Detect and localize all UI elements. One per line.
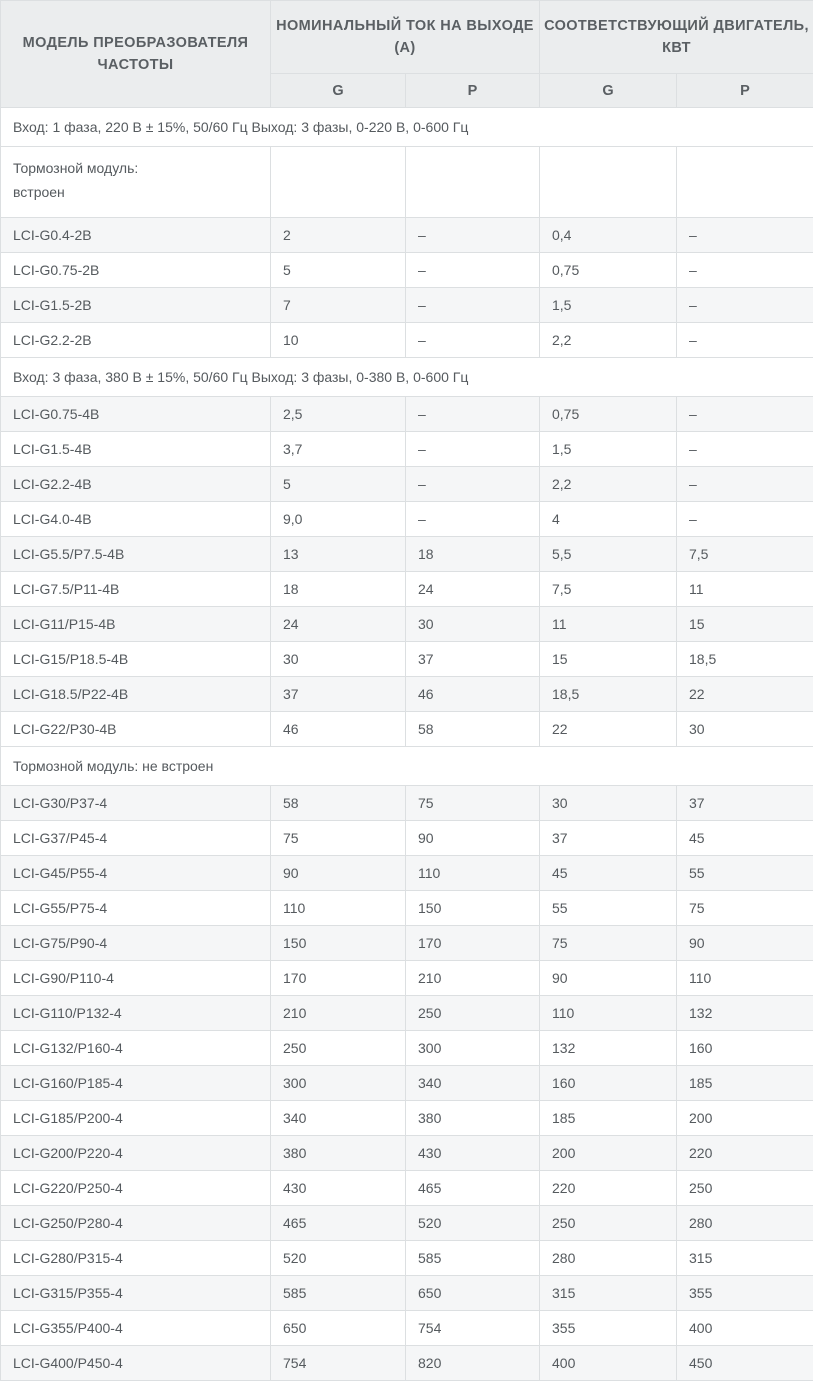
- table-row: [1, 891, 813, 926]
- cell-model: LCI-G1.5-2B: [1, 288, 271, 323]
- table-body: [1, 108, 813, 1381]
- cell-current-g: 58: [271, 786, 406, 821]
- table-row: [1, 1031, 813, 1066]
- cell-motor-g: 11: [540, 607, 677, 642]
- cell-motor-g: 0,75: [540, 253, 677, 288]
- cell-motor-g: 132: [540, 1031, 677, 1066]
- cell-current-p: 340: [406, 1066, 540, 1101]
- cell-model: LCI-G55/P75-4: [1, 891, 271, 926]
- cell-motor-p: 15: [677, 607, 813, 642]
- table-row: [1, 502, 813, 537]
- cell-current-g: 90: [271, 856, 406, 891]
- cell-current-g: 7: [271, 288, 406, 323]
- cell-motor-g: 37: [540, 821, 677, 856]
- table-row: [1, 1346, 813, 1381]
- cell-current-p: 465: [406, 1171, 540, 1206]
- table-row: [1, 1241, 813, 1276]
- cell-model: LCI-G185/P200-4: [1, 1101, 271, 1136]
- table-row: [1, 1276, 813, 1311]
- cell-motor-g: 2,2: [540, 467, 677, 502]
- cell-motor-g: 22: [540, 712, 677, 747]
- cell-current-g: 2: [271, 218, 406, 253]
- cell-model: LCI-G160/P185-4: [1, 1066, 271, 1101]
- cell-current-g: 430: [271, 1171, 406, 1206]
- table-row: [1, 961, 813, 996]
- cell-motor-p: 160: [677, 1031, 813, 1066]
- cell-model: LCI-G280/P315-4: [1, 1241, 271, 1276]
- cell-motor-p: –: [677, 502, 813, 537]
- cell-current-p: –: [406, 288, 540, 323]
- cell-current-g: 520: [271, 1241, 406, 1276]
- cell-model: LCI-G355/P400-4: [1, 1311, 271, 1346]
- section-title: Вход: 1 фаза, 220 В ± 15%, 50/60 Гц Выход: 3 фазы, 0-220 В, 0-600 Гц: [1, 108, 813, 147]
- cell-current-g: 37: [271, 677, 406, 712]
- cell-motor-g: 185: [540, 1101, 677, 1136]
- cell-motor-g: 1,5: [540, 288, 677, 323]
- cell-motor-g: 0,4: [540, 218, 677, 253]
- table-row: [1, 642, 813, 677]
- cell-model: LCI-G75/P90-4: [1, 926, 271, 961]
- table-row: [1, 1171, 813, 1206]
- cell-model: LCI-G220/P250-4: [1, 1171, 271, 1206]
- cell-model: LCI-G15/P18.5-4B: [1, 642, 271, 677]
- cell-motor-p: 250: [677, 1171, 813, 1206]
- table-row: [1, 397, 813, 432]
- table-row: [1, 1206, 813, 1241]
- cell-current-g: 24: [271, 607, 406, 642]
- cell-current-g: 5: [271, 467, 406, 502]
- empty-cell: [677, 147, 813, 218]
- table-row: [1, 1066, 813, 1101]
- cell-current-p: 430: [406, 1136, 540, 1171]
- cell-motor-g: 45: [540, 856, 677, 891]
- cell-current-p: 90: [406, 821, 540, 856]
- table-row: [1, 856, 813, 891]
- table-row: [1, 926, 813, 961]
- section-title-row: [1, 108, 813, 147]
- header-motor-p: P: [677, 74, 813, 108]
- cell-model: LCI-G2.2-4B: [1, 467, 271, 502]
- cell-current-p: 170: [406, 926, 540, 961]
- cell-current-g: 75: [271, 821, 406, 856]
- table-row: [1, 821, 813, 856]
- cell-current-p: 250: [406, 996, 540, 1031]
- cell-current-g: 465: [271, 1206, 406, 1241]
- cell-motor-g: 1,5: [540, 432, 677, 467]
- cell-motor-p: 22: [677, 677, 813, 712]
- header-output-current: НОМИНАЛЬНЫЙ ТОК НА ВЫХОДЕ (А): [271, 1, 540, 74]
- cell-current-g: 30: [271, 642, 406, 677]
- cell-motor-p: 200: [677, 1101, 813, 1136]
- cell-motor-g: 400: [540, 1346, 677, 1381]
- cell-current-p: 30: [406, 607, 540, 642]
- header-current-p: P: [406, 74, 540, 108]
- cell-motor-p: –: [677, 467, 813, 502]
- cell-motor-g: 4: [540, 502, 677, 537]
- brake-module-row: [1, 147, 813, 218]
- table-row: [1, 1101, 813, 1136]
- cell-motor-g: 55: [540, 891, 677, 926]
- table-row: [1, 1311, 813, 1346]
- cell-motor-p: 280: [677, 1206, 813, 1241]
- cell-motor-p: –: [677, 323, 813, 358]
- cell-motor-g: 280: [540, 1241, 677, 1276]
- cell-motor-g: 110: [540, 996, 677, 1031]
- cell-current-g: 300: [271, 1066, 406, 1101]
- cell-motor-p: 220: [677, 1136, 813, 1171]
- cell-motor-p: –: [677, 253, 813, 288]
- cell-motor-p: 37: [677, 786, 813, 821]
- cell-current-p: 754: [406, 1311, 540, 1346]
- cell-model: LCI-G11/P15-4B: [1, 607, 271, 642]
- cell-motor-g: 315: [540, 1276, 677, 1311]
- header-current-g: G: [271, 74, 406, 108]
- brake-module-label: Тормозной модуль: не встроен: [1, 747, 813, 786]
- cell-current-p: 58: [406, 712, 540, 747]
- cell-current-g: 340: [271, 1101, 406, 1136]
- cell-motor-p: –: [677, 397, 813, 432]
- cell-current-g: 650: [271, 1311, 406, 1346]
- cell-model: LCI-G5.5/P7.5-4B: [1, 537, 271, 572]
- cell-motor-g: 0,75: [540, 397, 677, 432]
- cell-model: LCI-G0.75-4B: [1, 397, 271, 432]
- cell-motor-g: 90: [540, 961, 677, 996]
- table-row: [1, 288, 813, 323]
- cell-current-g: 380: [271, 1136, 406, 1171]
- table-row: [1, 1136, 813, 1171]
- cell-motor-p: 11: [677, 572, 813, 607]
- cell-motor-g: 160: [540, 1066, 677, 1101]
- table-row: [1, 218, 813, 253]
- cell-current-p: –: [406, 502, 540, 537]
- cell-model: LCI-G132/P160-4: [1, 1031, 271, 1066]
- cell-model: LCI-G2.2-2B: [1, 323, 271, 358]
- cell-current-p: –: [406, 253, 540, 288]
- cell-motor-p: 90: [677, 926, 813, 961]
- cell-motor-g: 18,5: [540, 677, 677, 712]
- cell-current-p: –: [406, 397, 540, 432]
- cell-model: LCI-G400/P450-4: [1, 1346, 271, 1381]
- table-row: [1, 432, 813, 467]
- cell-current-p: 150: [406, 891, 540, 926]
- cell-model: LCI-G45/P55-4: [1, 856, 271, 891]
- cell-model: LCI-G90/P110-4: [1, 961, 271, 996]
- cell-motor-p: –: [677, 218, 813, 253]
- cell-motor-p: 110: [677, 961, 813, 996]
- cell-current-p: 820: [406, 1346, 540, 1381]
- cell-current-p: 585: [406, 1241, 540, 1276]
- table-row: [1, 537, 813, 572]
- cell-motor-p: 18,5: [677, 642, 813, 677]
- cell-model: LCI-G250/P280-4: [1, 1206, 271, 1241]
- cell-current-g: 13: [271, 537, 406, 572]
- cell-model: LCI-G0.4-2B: [1, 218, 271, 253]
- cell-current-g: 5: [271, 253, 406, 288]
- cell-current-p: –: [406, 432, 540, 467]
- cell-current-g: 110: [271, 891, 406, 926]
- cell-model: LCI-G0.75-2B: [1, 253, 271, 288]
- cell-current-p: 210: [406, 961, 540, 996]
- cell-motor-g: 250: [540, 1206, 677, 1241]
- cell-model: LCI-G18.5/P22-4B: [1, 677, 271, 712]
- header-motor-power: СООТВЕТСТВУЮЩИЙ ДВИГАТЕЛЬ, КВТ: [540, 1, 813, 74]
- cell-current-p: –: [406, 467, 540, 502]
- table-row: [1, 677, 813, 712]
- cell-motor-p: 132: [677, 996, 813, 1031]
- cell-current-p: 46: [406, 677, 540, 712]
- cell-current-p: 650: [406, 1276, 540, 1311]
- table-row: [1, 996, 813, 1031]
- cell-current-p: –: [406, 323, 540, 358]
- section-title-row: [1, 358, 813, 397]
- cell-motor-g: 220: [540, 1171, 677, 1206]
- section-title: Вход: 3 фаза, 380 В ± 15%, 50/60 Гц Выход: 3 фазы, 0-380 В, 0-600 Гц: [1, 358, 813, 397]
- cell-motor-p: 30: [677, 712, 813, 747]
- cell-current-g: 585: [271, 1276, 406, 1311]
- cell-model: LCI-G315/P355-4: [1, 1276, 271, 1311]
- cell-motor-p: 400: [677, 1311, 813, 1346]
- cell-motor-g: 15: [540, 642, 677, 677]
- cell-motor-g: 5,5: [540, 537, 677, 572]
- cell-motor-p: 450: [677, 1346, 813, 1381]
- cell-motor-p: 7,5: [677, 537, 813, 572]
- cell-current-g: 250: [271, 1031, 406, 1066]
- cell-model: LCI-G110/P132-4: [1, 996, 271, 1031]
- cell-motor-p: 355: [677, 1276, 813, 1311]
- cell-motor-g: 355: [540, 1311, 677, 1346]
- empty-cell: [271, 147, 406, 218]
- table-row: [1, 712, 813, 747]
- cell-current-g: 3,7: [271, 432, 406, 467]
- table-header: [1, 1, 813, 108]
- cell-current-g: 754: [271, 1346, 406, 1381]
- cell-motor-p: 185: [677, 1066, 813, 1101]
- empty-cell: [540, 147, 677, 218]
- cell-current-g: 18: [271, 572, 406, 607]
- cell-current-p: 24: [406, 572, 540, 607]
- empty-cell: [406, 147, 540, 218]
- cell-current-p: 18: [406, 537, 540, 572]
- cell-current-p: 520: [406, 1206, 540, 1241]
- cell-motor-p: 315: [677, 1241, 813, 1276]
- cell-model: LCI-G4.0-4B: [1, 502, 271, 537]
- cell-current-p: 75: [406, 786, 540, 821]
- cell-model: LCI-G22/P30-4B: [1, 712, 271, 747]
- table-row: [1, 572, 813, 607]
- table-row: [1, 467, 813, 502]
- cell-motor-p: 55: [677, 856, 813, 891]
- table-row: [1, 607, 813, 642]
- cell-motor-g: 75: [540, 926, 677, 961]
- cell-current-g: 170: [271, 961, 406, 996]
- cell-current-g: 46: [271, 712, 406, 747]
- cell-motor-p: –: [677, 288, 813, 323]
- header-motor-g: G: [540, 74, 677, 108]
- cell-current-p: 300: [406, 1031, 540, 1066]
- cell-model: LCI-G7.5/P11-4B: [1, 572, 271, 607]
- table-row: [1, 786, 813, 821]
- cell-current-g: 210: [271, 996, 406, 1031]
- cell-current-g: 9,0: [271, 502, 406, 537]
- cell-model: LCI-G30/P37-4: [1, 786, 271, 821]
- cell-current-g: 10: [271, 323, 406, 358]
- table-row: [1, 323, 813, 358]
- cell-motor-p: 75: [677, 891, 813, 926]
- cell-model: LCI-G37/P45-4: [1, 821, 271, 856]
- brake-module-label: Тормозной модуль: встроен: [1, 147, 271, 218]
- cell-model: LCI-G1.5-4B: [1, 432, 271, 467]
- cell-current-p: –: [406, 218, 540, 253]
- table-row: [1, 253, 813, 288]
- brake-module-row: [1, 747, 813, 786]
- header-model: МОДЕЛЬ ПРЕОБРАЗОВАТЕЛЯ ЧАСТОТЫ: [1, 1, 271, 108]
- cell-motor-g: 7,5: [540, 572, 677, 607]
- cell-model: LCI-G200/P220-4: [1, 1136, 271, 1171]
- cell-motor-p: 45: [677, 821, 813, 856]
- cell-current-p: 380: [406, 1101, 540, 1136]
- cell-motor-p: –: [677, 432, 813, 467]
- cell-motor-g: 2,2: [540, 323, 677, 358]
- cell-motor-g: 200: [540, 1136, 677, 1171]
- cell-motor-g: 30: [540, 786, 677, 821]
- cell-current-p: 110: [406, 856, 540, 891]
- cell-current-g: 2,5: [271, 397, 406, 432]
- cell-current-p: 37: [406, 642, 540, 677]
- cell-current-g: 150: [271, 926, 406, 961]
